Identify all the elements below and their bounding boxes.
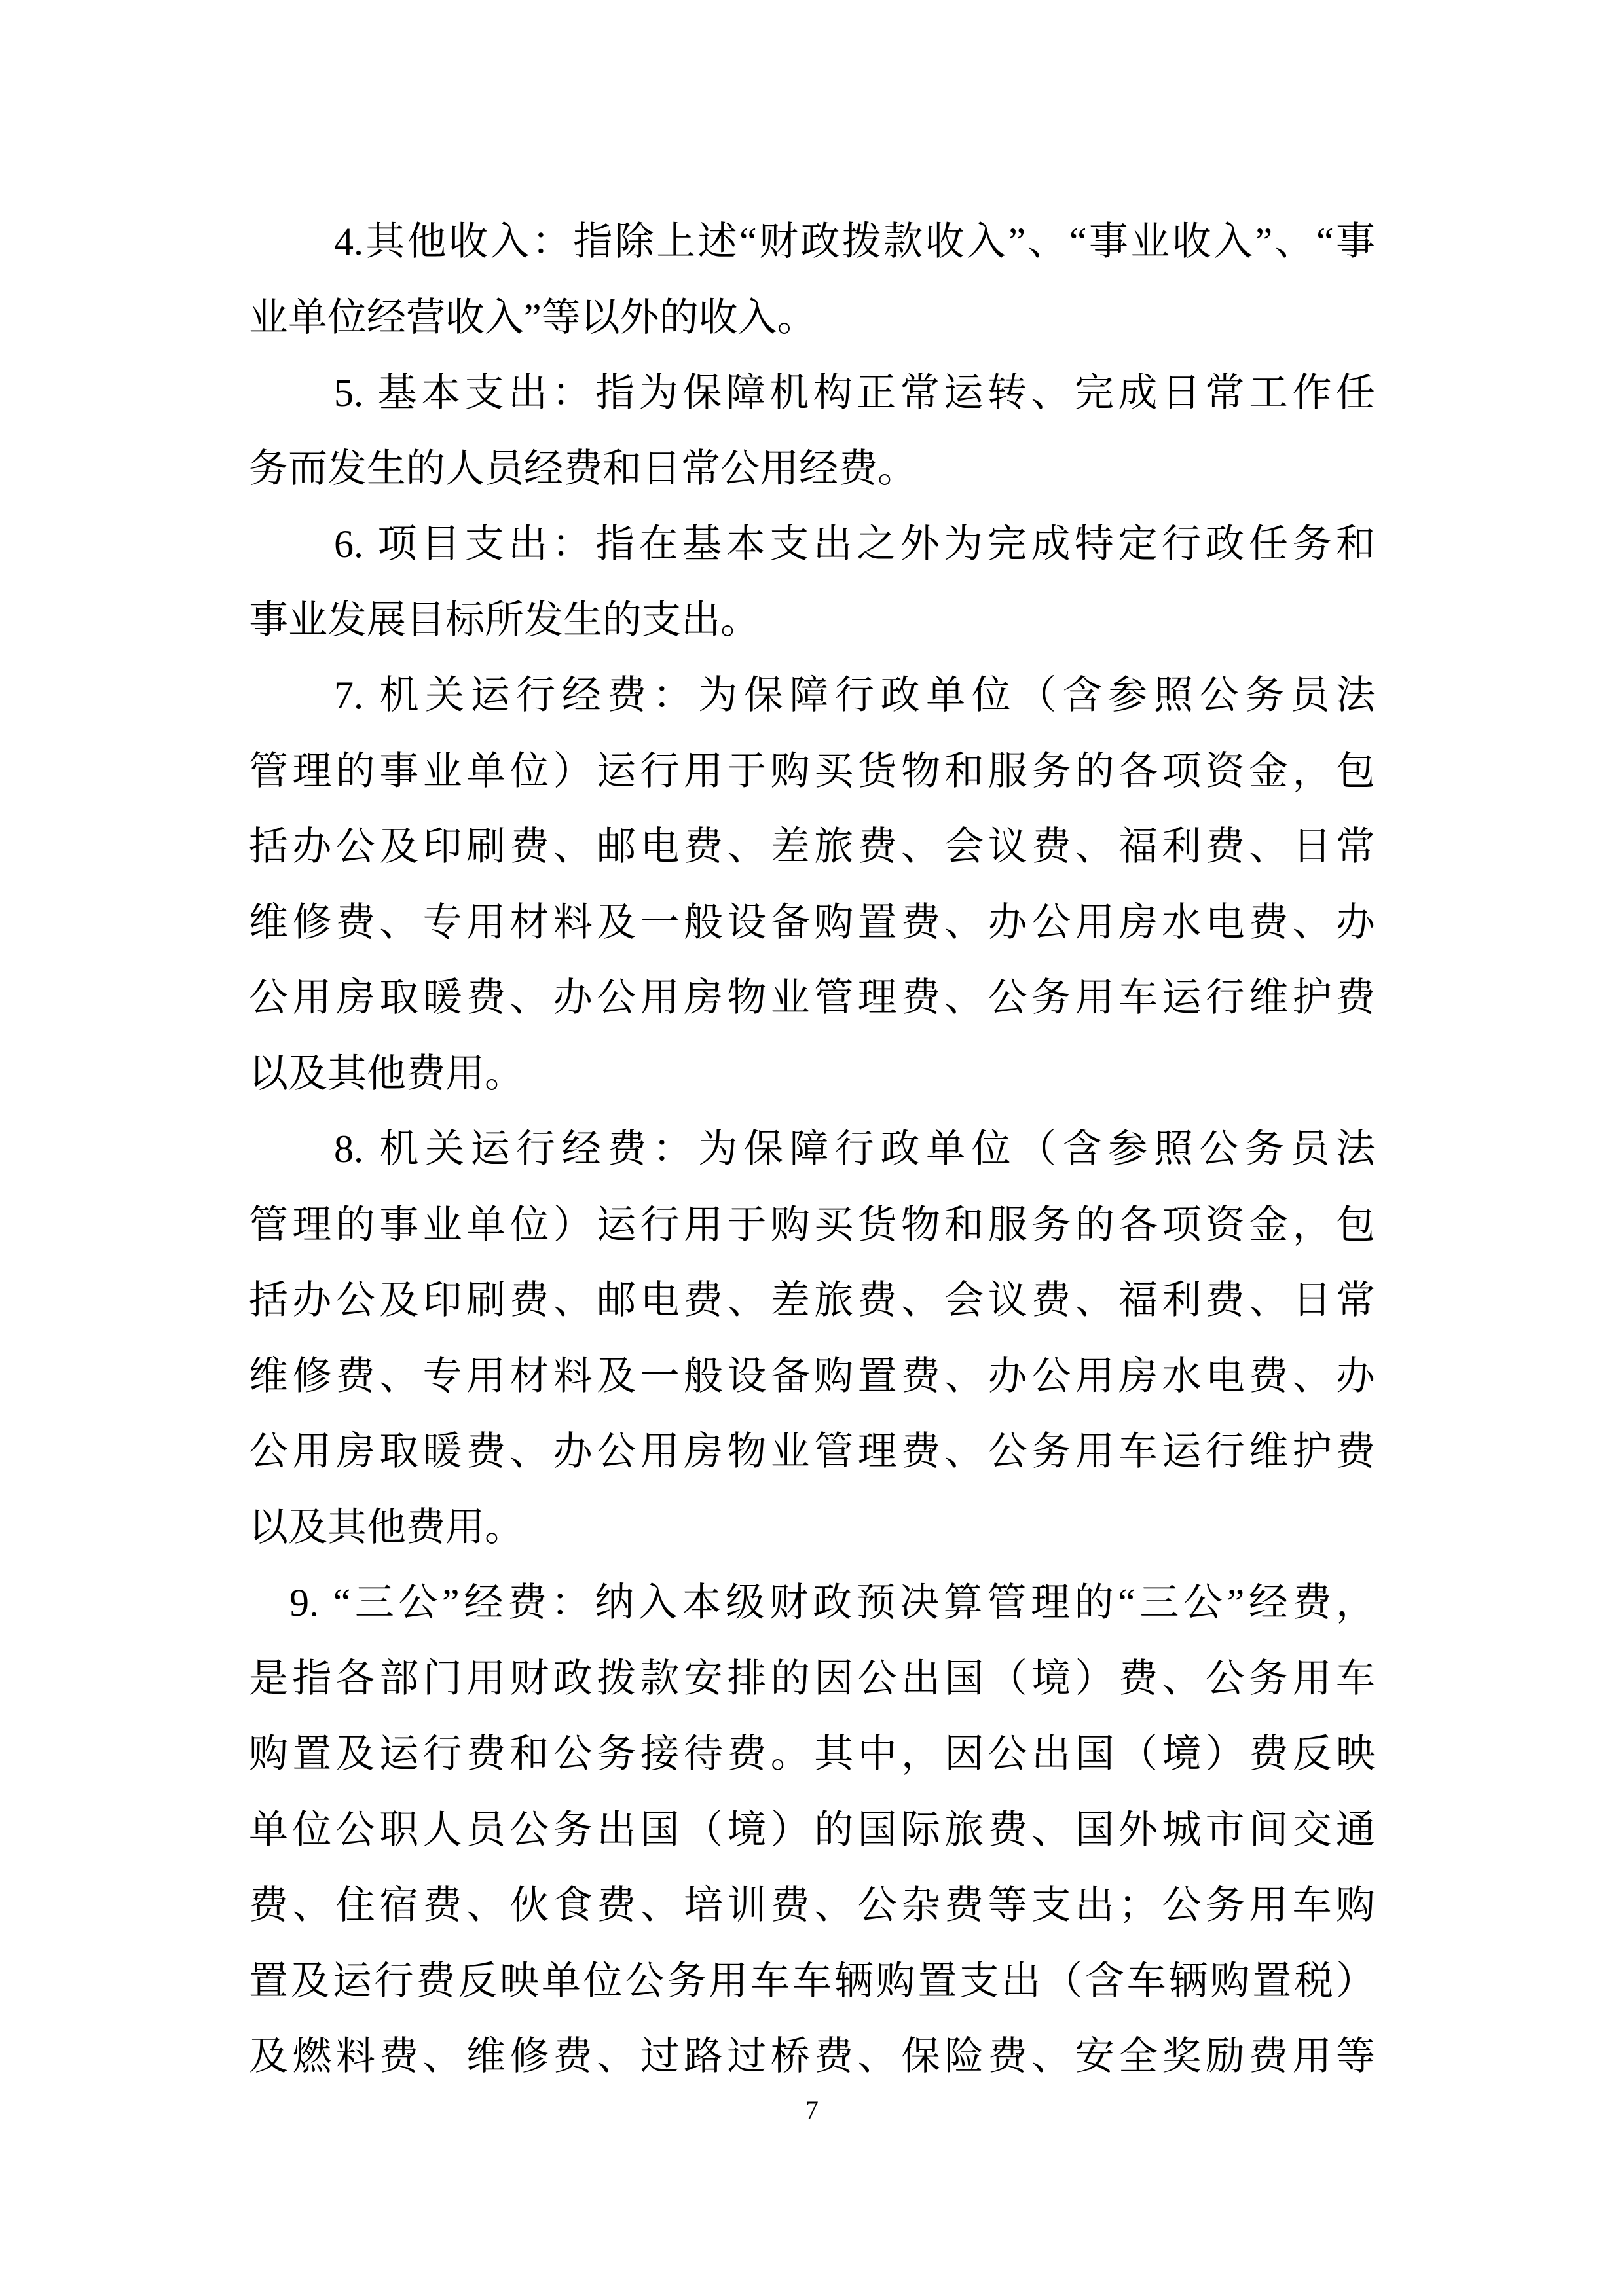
text-line: 置及运行费反映单位公务用车车辆购置支出（含车辆购置税）	[249, 1959, 1375, 2003]
text-line: 务而发生的人员经费和日常公用经费。	[249, 446, 917, 490]
text-line: 及燃料费、维修费、过路过桥费、保险费、安全奖励费用等	[249, 2035, 1375, 2078]
paragraph-4	[249, 204, 1375, 355]
text-line: 5. 基本支出：指为保障机构正常运转、完成日常工作任	[334, 371, 1375, 414]
paragraph-5	[249, 355, 1375, 507]
text-line: 业单位经营收入”等以外的收入。	[249, 295, 817, 339]
text-line: 管理的事业单位）运行用于购买货物和服务的各项资金，包	[249, 749, 1375, 793]
text-line: 6. 项目支出：指在基本支出之外为完成特定行政任务和	[334, 522, 1375, 566]
text-line: 维修费、专用材料及一般设备购置费、办公用房水电费、办	[249, 1354, 1375, 1398]
text-line: 8. 机关运行经费：为保障行政单位（含参照公务员法	[334, 1127, 1375, 1171]
text-line: 费、住宿费、伙食费、培训费、公杂费等支出；公务用车购	[249, 1884, 1375, 1927]
text-line: 是指各部门用财政拨款安排的因公出国（境）费、公务用车	[249, 1656, 1375, 1700]
text-line: 管理的事业单位）运行用于购买货物和服务的各项资金，包	[249, 1203, 1375, 1247]
text-line: 以及其他费用。	[249, 1051, 524, 1095]
text-line: 7. 机关运行经费：为保障行政单位（含参照公务员法	[334, 674, 1375, 717]
text-line: 维修费、专用材料及一般设备购置费、办公用房水电费、办	[249, 900, 1375, 944]
text-line: 事业发展目标所发生的支出。	[249, 598, 760, 642]
paragraph-7	[249, 658, 1375, 1112]
text-line: 公用房取暖费、办公用房物业管理费、公务用车运行维护费	[249, 1430, 1375, 1473]
text-line: 单位公职人员公务出国（境）的国际旅费、国外城市间交通	[249, 1808, 1375, 1851]
text-line: 公用房取暖费、办公用房物业管理费、公务用车运行维护费	[249, 976, 1375, 1019]
text-line: 括办公及印刷费、邮电费、差旅费、会议费、福利费、日常	[249, 825, 1375, 868]
text-line: 以及其他费用。	[249, 1505, 524, 1549]
text-line: 括办公及印刷费、邮电费、差旅费、会议费、福利费、日常	[249, 1279, 1375, 1322]
paragraph-8	[249, 1112, 1375, 1565]
text-line: 9. “三公”经费：纳入本级财政预决算管理的“三公”经费，	[289, 1581, 1375, 1624]
text-line: 购置及运行费和公务接待费。其中，因公出国（境）费反映	[249, 1732, 1375, 1776]
paragraph-6	[249, 507, 1375, 658]
text-line: 4.其他收入：指除上述“财政拨款收入”、“事业收入”、“事	[334, 220, 1375, 263]
page-number: 7	[805, 2095, 819, 2124]
paragraph-9	[249, 1565, 1375, 2095]
text-content	[249, 204, 1375, 2095]
